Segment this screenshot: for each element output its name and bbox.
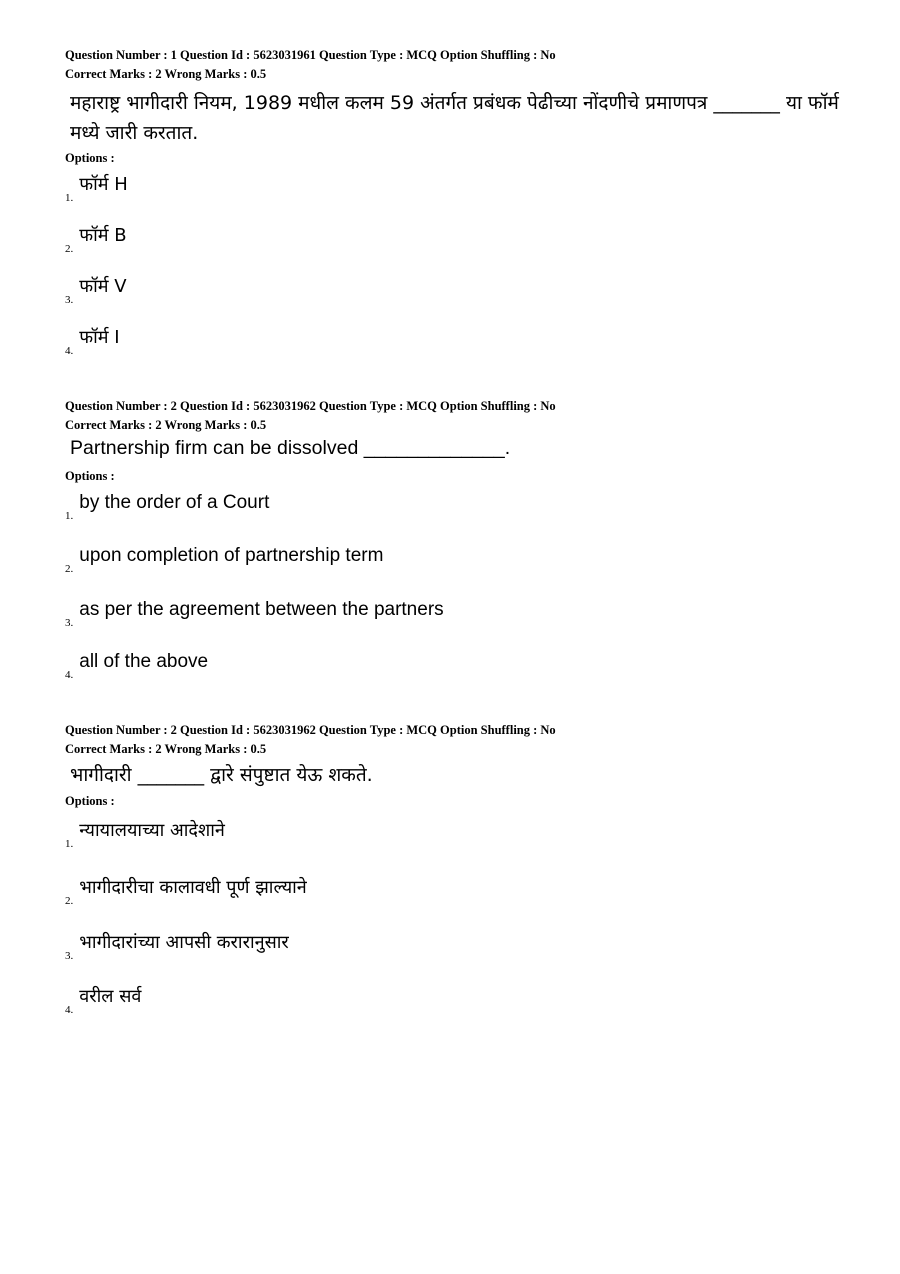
question-2-option-3[interactable]	[65, 599, 444, 629]
option-number: 1.	[65, 838, 74, 850]
question-3-meta-line2: Correct Marks : 2 Wrong Marks : 0.5	[65, 742, 267, 756]
option-number: 4.	[65, 669, 74, 681]
option-text: upon completion of partnership term	[79, 545, 384, 566]
question-3-options-label: Options :	[65, 794, 115, 808]
option-number: 4.	[65, 345, 74, 357]
question-1-text: महाराष्ट्र भागीदारी नियम, 1989 मधील कलम 59 अंतर्गत प्रबंधक पेढीच्या नोंदणीचे प्रमाणपत्र _______ या फॉर्म मध्ये जारी करतात.	[70, 92, 839, 144]
option-text: all of the above	[79, 651, 209, 672]
question-1-option-4[interactable]	[65, 327, 120, 357]
question-3-text: भागीदारी _______ द्वारे संपुष्टात येऊ शकते.	[70, 764, 373, 786]
option-number: 2.	[65, 563, 74, 575]
option-text: as per the agreement between the partners	[79, 599, 444, 620]
option-text: फॉर्म V	[79, 276, 127, 297]
option-number: 2.	[65, 243, 74, 255]
question-1-meta-line2: Correct Marks : 2 Wrong Marks : 0.5	[65, 67, 267, 81]
question-3-meta	[65, 721, 556, 759]
question-3-option-1[interactable]	[65, 820, 225, 850]
option-number: 3.	[65, 617, 74, 629]
option-text: फॉर्म B	[79, 225, 127, 246]
question-1-options-label: Options :	[65, 151, 115, 165]
question-1-option-3[interactable]	[65, 276, 127, 306]
question-2-meta-line2: Correct Marks : 2 Wrong Marks : 0.5	[65, 418, 267, 432]
question-2-option-4[interactable]	[65, 651, 209, 681]
question-3-option-2[interactable]	[65, 877, 307, 907]
option-text: by the order of a Court	[79, 492, 270, 513]
option-number: 3.	[65, 950, 74, 962]
question-2-option-1[interactable]	[65, 492, 270, 522]
option-text: फॉर्म H	[79, 174, 128, 195]
question-3-meta-line1: Question Number : 2 Question Id : 5623031962 Question Type : MCQ Option Shuffling : No	[65, 723, 556, 737]
option-number: 2.	[65, 895, 74, 907]
question-3-option-4[interactable]	[65, 986, 142, 1016]
question-2-meta-line1: Question Number : 2 Question Id : 5623031962 Question Type : MCQ Option Shuffling : No	[65, 399, 556, 413]
option-number: 1.	[65, 510, 74, 522]
option-number: 4.	[65, 1004, 74, 1016]
question-1-meta	[65, 46, 556, 84]
option-text: न्यायालयाच्या आदेशाने	[79, 820, 225, 841]
option-text: भागीदारांच्या आपसी करारानुसार	[79, 932, 289, 953]
question-2-options-label: Options :	[65, 469, 115, 483]
question-2-meta	[65, 397, 556, 435]
option-text: वरील सर्व	[79, 986, 142, 1007]
option-text: फॉर्म I	[79, 327, 120, 348]
question-2-option-2[interactable]	[65, 545, 384, 575]
question-1-option-2[interactable]	[65, 225, 127, 255]
question-3-option-3[interactable]	[65, 932, 289, 962]
question-2-text: Partnership firm can be dissolved _____________.	[70, 437, 511, 459]
option-number: 3.	[65, 294, 74, 306]
question-1-option-1[interactable]	[65, 174, 128, 204]
question-1-meta-line1: Question Number : 1 Question Id : 5623031961 Question Type : MCQ Option Shuffling : No	[65, 48, 556, 62]
option-text: भागीदारीचा कालावधी पूर्ण झाल्याने	[79, 877, 307, 898]
option-number: 1.	[65, 192, 74, 204]
